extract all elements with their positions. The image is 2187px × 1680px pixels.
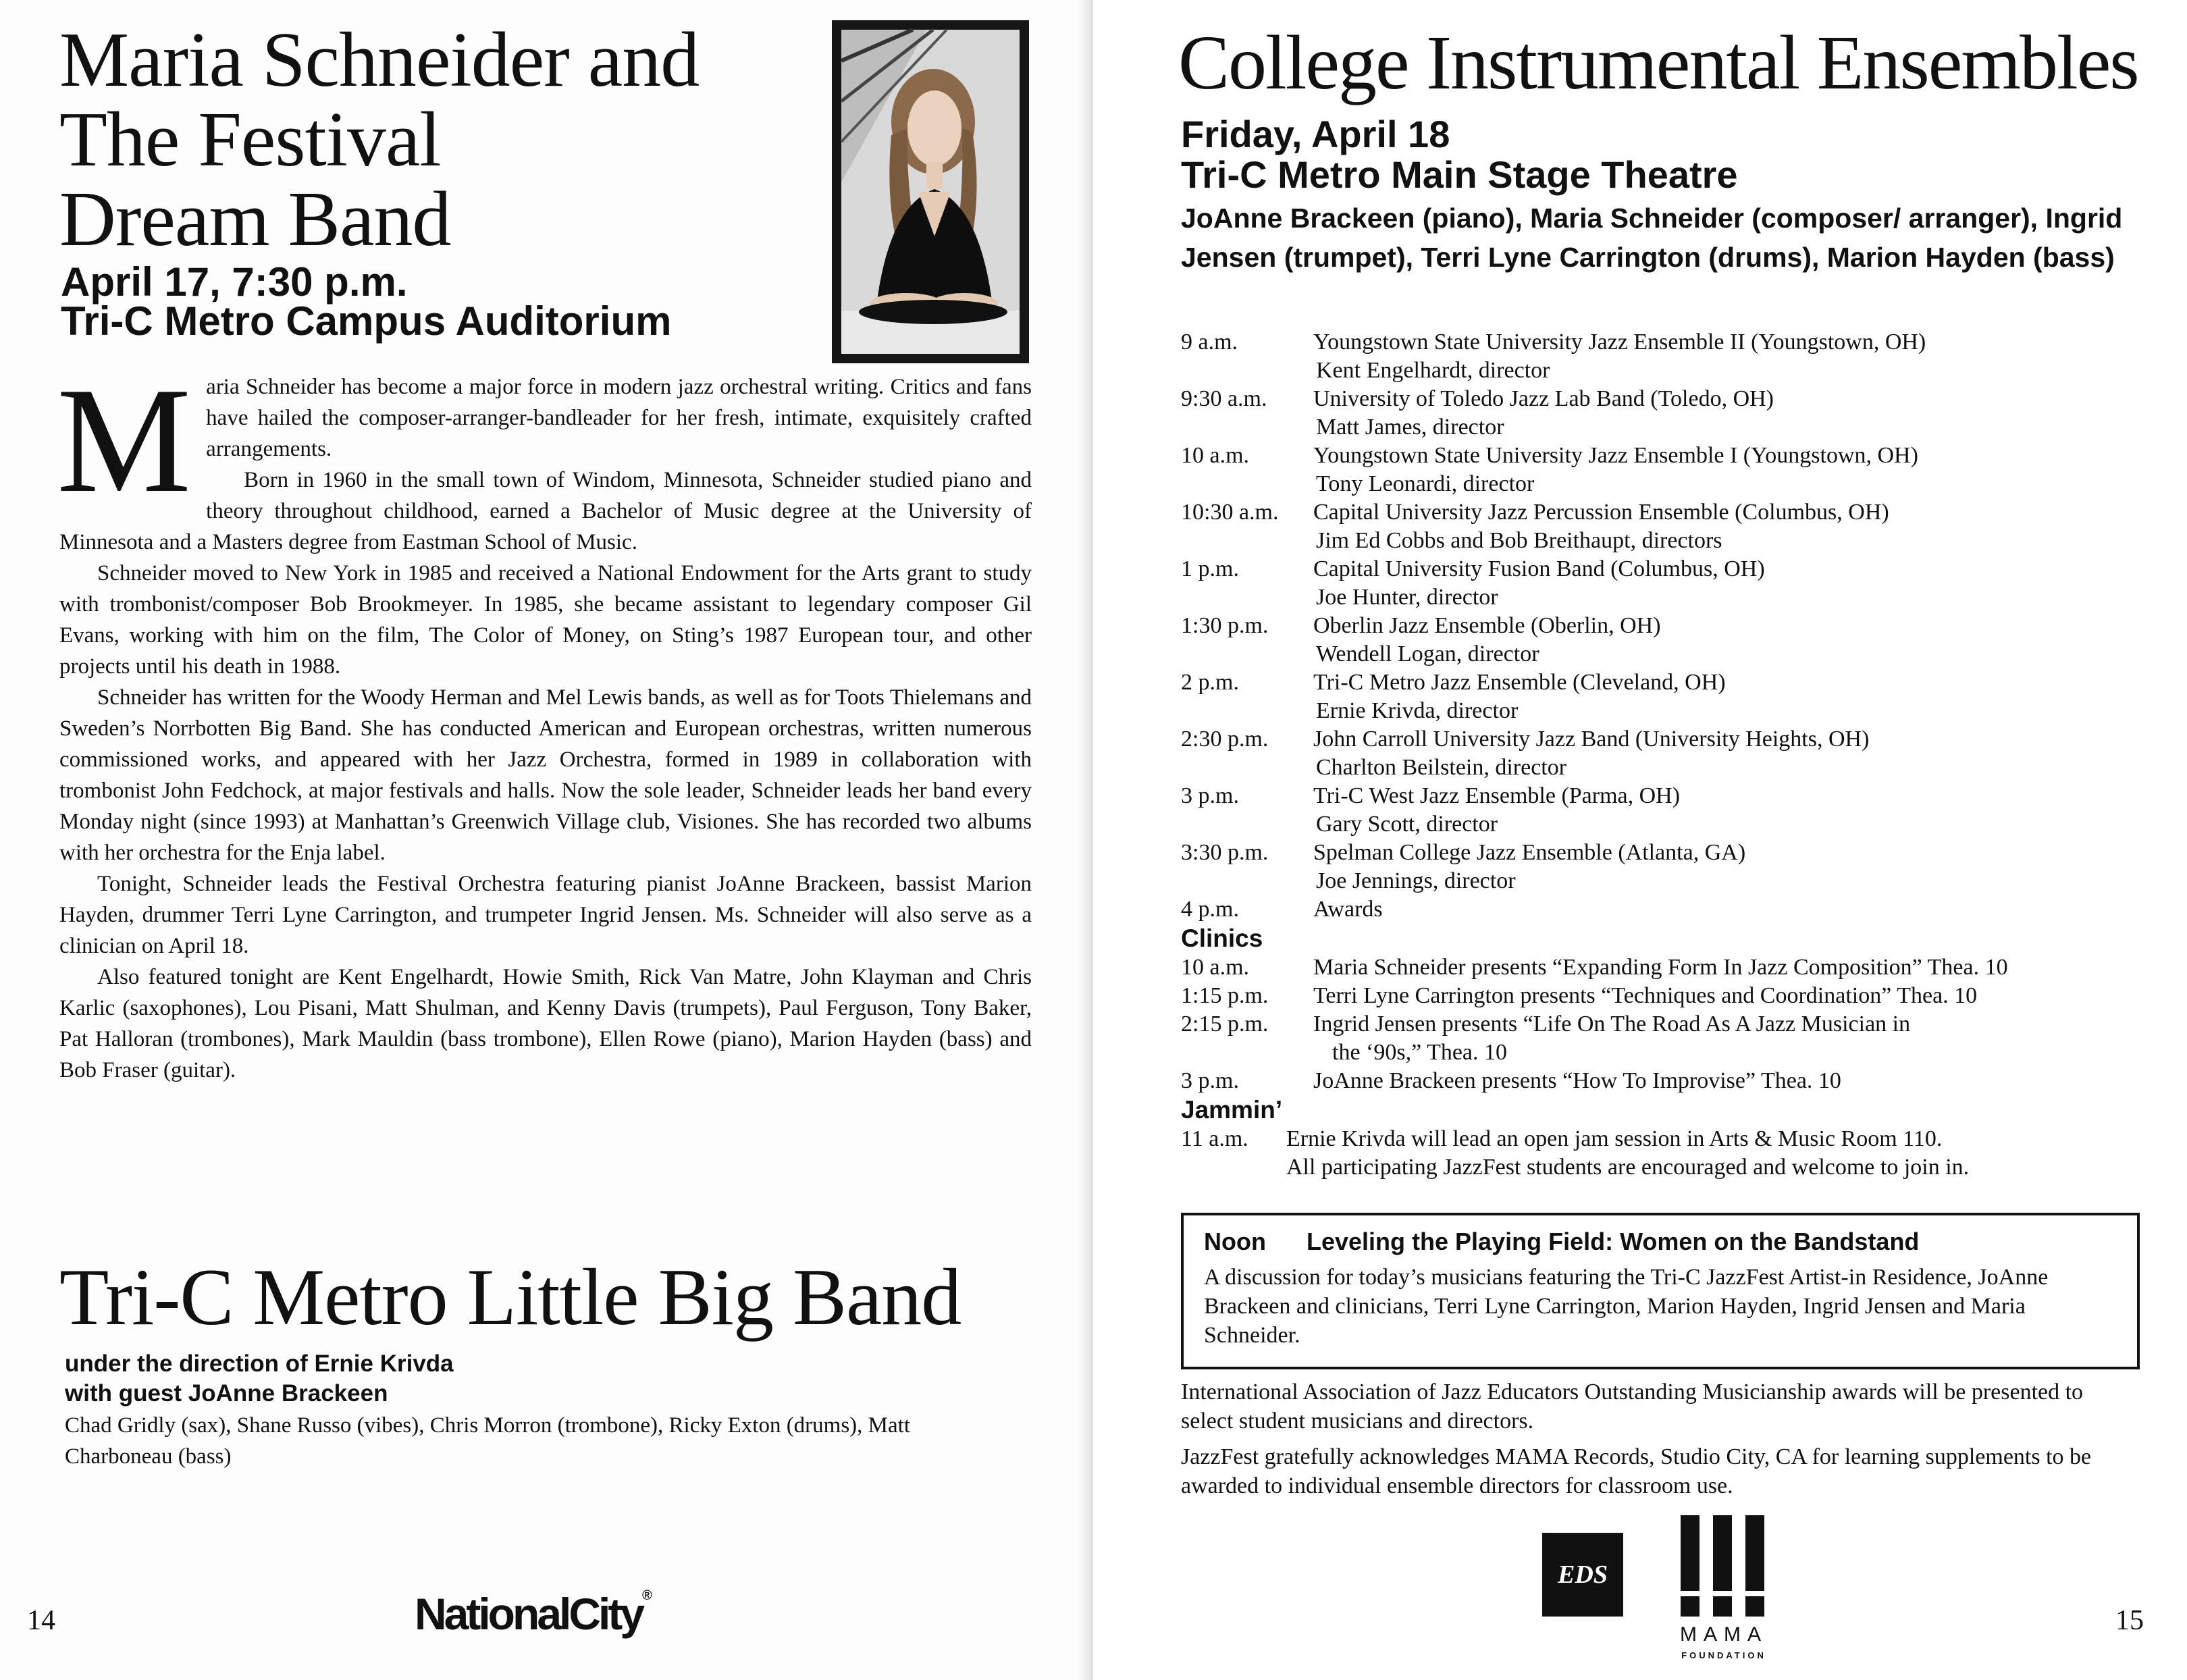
clinic-row	[1181, 953, 2140, 982]
schedule-row	[1181, 725, 2140, 754]
schedule-time: 3:30 p.m.	[1181, 840, 1269, 865]
schedule-time: 1 p.m.	[1181, 556, 1239, 581]
title-line-2: The Festival	[59, 97, 441, 183]
schedule-director: Charlton Beilstein, director	[1316, 755, 1567, 780]
event-venue: Tri-C Metro Campus Auditorium	[61, 298, 672, 344]
schedule-director: Ernie Krivda, director	[1316, 698, 1519, 723]
clinic-time: 1:15 p.m.	[1181, 983, 1269, 1008]
iaje-note: International Association of Jazz Educators Outstanding Musicianship awards will be presented to select student musicians and directors.	[1181, 1380, 2084, 1434]
schedule-time: 9:30 a.m.	[1181, 386, 1267, 411]
jammin-text: Ernie Krivda will lead an open jam session in Arts & Music Room 110.	[1286, 1126, 1943, 1151]
clinic-time: 3 p.m.	[1181, 1068, 1239, 1093]
clinic-event: Terri Lyne Carrington presents “Techniques and Coordination” Thea. 10	[1313, 983, 1978, 1008]
sponsor-logo	[415, 1588, 652, 1639]
bio-paragraph: aria Schneider has become a major force in modern jazz orchestral writing. Critics and fans have hailed the composer-arranger-bandleader for her fresh, intimate, exquisitely crafted arrangements.	[206, 375, 1032, 461]
clinic-row	[1181, 1067, 2140, 1095]
title-line-1: Maria Schneider and	[59, 17, 700, 103]
performers: JoAnne Brackeen (piano), Maria Schneider (composer/ arranger), Ingrid Jensen (trumpet), Terri Lyne Carrington (drums), Marion Hayden (bass)	[1181, 203, 2123, 273]
jammin-text-2: All participating JazzFest students are encouraged and welcome to join in.	[1286, 1155, 1970, 1180]
schedule-row	[1181, 498, 2140, 527]
schedule-event: Capital University Jazz Percussion Ensemble (Columbus, OH)	[1313, 500, 1889, 525]
schedule-time: 2 p.m.	[1181, 670, 1239, 695]
registered-mark: ®	[642, 1588, 652, 1603]
schedule-list	[1181, 328, 2140, 1182]
bio-paragraph: Schneider moved to New York in 1985 and received a National Endowment for the Arts grant to study with trombonist/composer Bob Brookmeyer. In 1985, she became assistant to legendary composer Gil Evans, working with him on the film, The Color of Money, on Sting’s 1987 European tour, and other projects until his death in 1988.	[59, 561, 1032, 679]
schedule-director: Matt James, director	[1316, 415, 1504, 440]
noon-label: Noon	[1204, 1228, 1266, 1255]
bio-paragraph: Also featured tonight are Kent Engelhardt, Howie Smith, Rick Van Matre, John Klayman and Chris Karlic (saxophones), Lou Pisani, Matt Shulman, and Kenny Davis (trumpets), Paul Ferguson, Tony Baker, Pat Halloran (trombones), Mark Mauldin (bass trombone), Ellen Rowe (piano), Marion Hayden (bass) and Bob Fraser (guitar).	[59, 965, 1032, 1082]
bio-paragraph: Tonight, Schneider leads the Festival Orchestra featuring pianist JoAnne Brackeen, bassist Marion Hayden, drummer Terri Lyne Carrington, and trumpeter Ingrid Jensen. Ms. Schneider will also serve as a clinician on April 18.	[59, 872, 1032, 958]
bio-text	[57, 357, 1032, 1086]
page-title	[59, 17, 802, 263]
page-number: 15	[2115, 1605, 2144, 1636]
clinic-event: Ingrid Jensen presents “Life On The Road As A Jazz Musician in	[1313, 1012, 1911, 1036]
bio-paragraph: Born in 1960 in the small town of Windom, Minnesota, Schneider studied piano and theory throughout childhood, earned a Bachelor of Music degree at the University of Minnesota and a Masters degree from Eastman School of Music.	[59, 468, 1032, 554]
clinic-row	[1181, 982, 2140, 1010]
right-page	[1093, 0, 2187, 1680]
mama-logo	[1678, 1515, 1770, 1666]
clinic-event: JoAnne Brackeen presents “How To Improvise” Thea. 10	[1313, 1068, 1841, 1093]
schedule-row	[1181, 555, 2140, 583]
schedule-director: Wendell Logan, director	[1316, 641, 1539, 666]
event-venue: Tri-C Metro Main Stage Theatre	[1181, 153, 1738, 196]
schedule-time: 3 p.m.	[1181, 783, 1239, 808]
schedule-event: Youngstown State University Jazz Ensemble I (Youngstown, OH)	[1313, 443, 1918, 468]
mama-logo-subtext: FOUNDATION	[1681, 1650, 1766, 1660]
sponsor-name: NationalCity	[415, 1589, 643, 1639]
band-guest: with guest JoAnne Brackeen	[65, 1380, 388, 1407]
clinic-event-cont: the ‘90s,” Thea. 10	[1332, 1040, 1508, 1065]
band-director: under the direction of Ernie Krivda	[65, 1350, 454, 1377]
jammin-heading: Jammin’	[1181, 1096, 1283, 1124]
schedule-director: Joe Hunter, director	[1316, 585, 1498, 610]
noon-session-box	[1181, 1213, 2140, 1369]
schedule-time: 4 p.m.	[1181, 897, 1239, 922]
clinic-time: 2:15 p.m.	[1181, 1012, 1269, 1036]
schedule-row	[1181, 328, 2140, 357]
clinic-event: Maria Schneider presents “Expanding Form In Jazz Composition” Thea. 10	[1313, 955, 2008, 980]
schedule-time: 9 a.m.	[1181, 330, 1238, 355]
schedule-event: Awards	[1313, 897, 1383, 922]
schedule-row	[1181, 895, 2140, 924]
eds-logo	[1542, 1533, 1623, 1617]
mama-note: JazzFest gratefully acknowledges MAMA Records, Studio City, CA for learning supplements to be awarded to individual ensemble directors for classroom use.	[1181, 1444, 2092, 1498]
event-date: April 17, 7:30 p.m.	[61, 259, 408, 305]
schedule-row	[1181, 442, 2140, 470]
schedule-event: Spelman College Jazz Ensemble (Atlanta, GA)	[1313, 840, 1746, 865]
schedule-time: 2:30 p.m.	[1181, 727, 1269, 752]
schedule-row	[1181, 612, 2140, 640]
bio-paragraph: Schneider has written for the Woody Herman and Mel Lewis bands, as well as for Toots Thielemans and Sweden’s Norrbotten Big Band. She has conducted American and European orchestras, written numerous commissioned works, and appeared with her Jazz Orchestra, formed in 1989 in collaboration with trombonist John Fedchock, at major festivals and halls. Now the sole leader, Schneider leads her band every Monday night (since 1993) at Manhattan’s Greenwich Village club, Visiones. She has recorded two albums with her orchestra for the Enja label.	[59, 685, 1032, 865]
schedule-row	[1181, 668, 2140, 697]
schedule-director: Tony Leonardi, director	[1316, 471, 1535, 496]
artist-photo	[832, 20, 1029, 363]
noon-title: Leveling the Playing Field: Women on the Bandstand	[1307, 1228, 1920, 1255]
event-date: Friday, April 18	[1181, 113, 1450, 155]
page-title: College Instrumental Ensembles	[1178, 20, 2138, 105]
mama-logo-text: MAMA	[1680, 1623, 1768, 1646]
band-title: Tri-C Metro Little Big Band	[59, 1252, 961, 1342]
schedule-time: 10 a.m.	[1181, 443, 1250, 468]
schedule-event: Oberlin Jazz Ensemble (Oberlin, OH)	[1313, 613, 1661, 638]
band-members: Chad Gridly (sax), Shane Russo (vibes), Chris Morron (trombone), Ricky Exton (drums), Matt Charboneau (bass)	[65, 1413, 911, 1469]
schedule-row	[1181, 385, 2140, 413]
schedule-event: John Carroll University Jazz Band (University Heights, OH)	[1313, 727, 1870, 752]
schedule-director: Kent Engelhardt, director	[1316, 358, 1550, 383]
jammin-time: 11 a.m.	[1181, 1126, 1248, 1151]
schedule-event: Youngstown State University Jazz Ensemble II (Youngstown, OH)	[1313, 330, 1926, 355]
schedule-event: Tri-C West Jazz Ensemble (Parma, OH)	[1313, 783, 1681, 808]
noon-description: A discussion for today’s musicians featuring the Tri-C JazzFest Artist-in Residence, JoAnne Brackeen and clinicians, Terri Lyne Carrington, Marion Hayden, Ingrid Jensen and Maria Schneider.	[1204, 1265, 2049, 1348]
schedule-time: 1:30 p.m.	[1181, 613, 1269, 638]
schedule-director: Gary Scott, director	[1316, 812, 1498, 837]
drop-cap: M	[57, 357, 192, 524]
schedule-row	[1181, 839, 2140, 867]
schedule-row	[1181, 782, 2140, 810]
title-line-3: Dream Band	[59, 176, 451, 263]
schedule-event: Tri-C Metro Jazz Ensemble (Cleveland, OH)	[1313, 670, 1726, 695]
page-number: 14	[27, 1605, 55, 1636]
schedule-event: University of Toledo Jazz Lab Band (Toledo, OH)	[1313, 386, 1774, 411]
left-page	[0, 0, 1093, 1680]
eds-logo-text: EDS	[1558, 1560, 1608, 1589]
clinic-time: 10 a.m.	[1181, 955, 1250, 980]
schedule-director: Jim Ed Cobbs and Bob Breithaupt, directors	[1316, 528, 1722, 553]
schedule-time: 10:30 a.m.	[1181, 500, 1279, 525]
schedule-event: Capital University Fusion Band (Columbus, OH)	[1313, 556, 1765, 581]
clinic-row	[1181, 1010, 2140, 1039]
clinics-heading: Clinics	[1181, 924, 1263, 952]
schedule-director: Joe Jennings, director	[1316, 868, 1516, 893]
jammin-row	[1181, 1125, 2140, 1153]
portrait-image	[832, 20, 1029, 363]
